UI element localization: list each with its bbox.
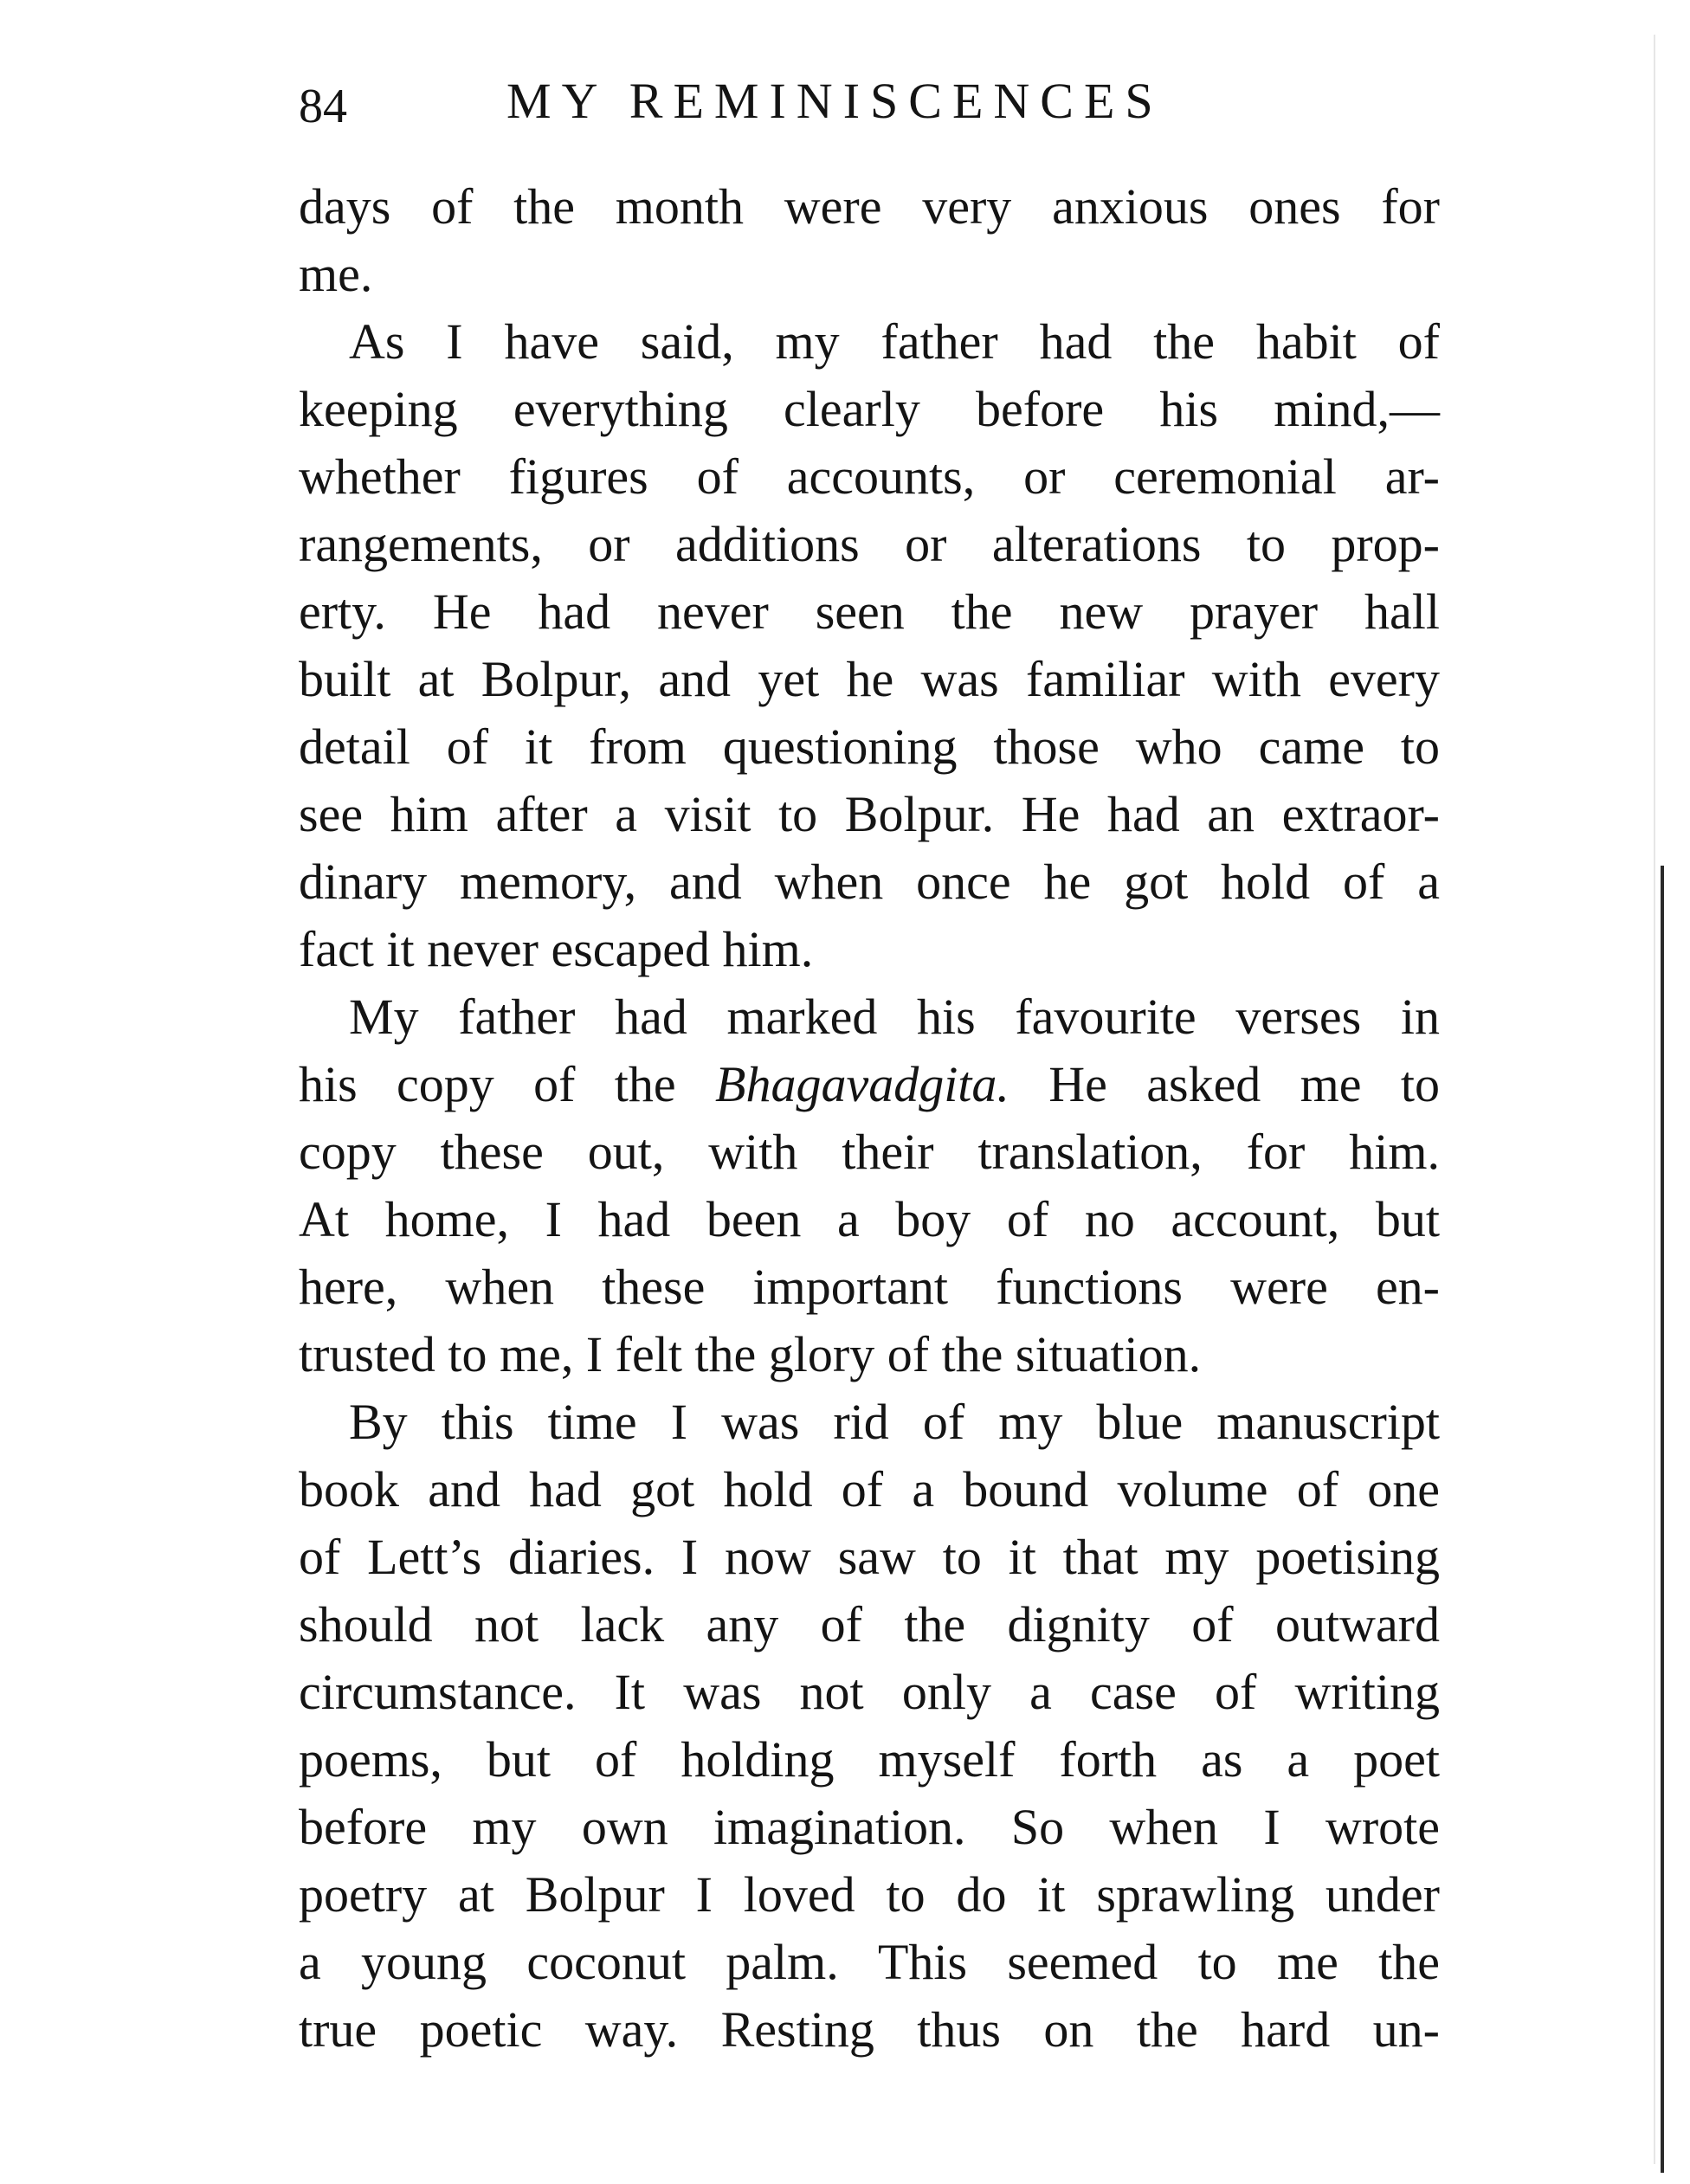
page-edge-line (1661, 866, 1664, 2173)
paragraph-first-line: My father had marked his favourite verses in (349, 989, 1440, 1045)
text-line: of Lett’s diaries. I now saw to it that my poetising (299, 1529, 1440, 1585)
paragraph-first-line: By this time I was rid of my blue manuscript (349, 1394, 1440, 1450)
text-line: copy these out, with their translation, for him. (299, 1124, 1440, 1180)
text-line: trusted to me, I felt the glory of the situation. (299, 1326, 1202, 1382)
text-line: circumstance. It was not only a case of writing (299, 1664, 1440, 1720)
body-text (299, 173, 1440, 2064)
text-line: keeping everything clearly before his mind,— (299, 381, 1440, 437)
text-line: built at Bolpur, and yet he was familiar with every (299, 651, 1440, 707)
page-edge-shadow (1654, 35, 1655, 2164)
text-line: book and had got hold of a bound volume of one (299, 1461, 1440, 1517)
text-line: poems, but of holding myself forth as a poet (299, 1731, 1440, 1788)
text-line: should not lack any of the dignity of outward (299, 1596, 1440, 1652)
text-line: before my own imagination. So when I wrote (299, 1799, 1440, 1855)
text-line: detail of it from questioning those who came to (299, 718, 1440, 775)
text-line: here, when these important functions were en- (299, 1259, 1440, 1315)
paragraph-first-line: As I have said, my father had the habit of (349, 313, 1440, 370)
running-title: MY REMINISCENCES (506, 73, 1164, 129)
page-number: 84 (299, 80, 347, 133)
text-line (299, 1051, 1440, 1118)
text-line: true poetic way. Resting thus on the hard un- (299, 2001, 1440, 2058)
text-line: fact it never escaped him. (299, 921, 814, 977)
book-title-italic: Bhagavadgita. (715, 1056, 1009, 1112)
text-line: whether figures of accounts, or ceremonial ar- (299, 448, 1440, 505)
text-line: days of the month were very anxious ones for (299, 178, 1440, 235)
text-line: poetry at Bolpur I loved to do it sprawling under (299, 1866, 1440, 1923)
text-line: dinary memory, and when once he got hold of a (299, 854, 1440, 910)
text-segment: his copy of the (299, 1056, 716, 1112)
text-segment: He asked me to (1009, 1056, 1440, 1112)
text-line: see him after a visit to Bolpur. He had an extraor- (299, 786, 1440, 842)
text-line: erty. He had never seen the new prayer hall (299, 583, 1440, 640)
text-line: At home, I had been a boy of no account, but (299, 1191, 1440, 1247)
text-line: a young coconut palm. This seemed to me the (299, 1934, 1440, 1990)
text-line: me. (299, 246, 373, 302)
running-head (299, 62, 1442, 140)
text-line: rangements, or additions or alterations to prop- (299, 516, 1440, 572)
